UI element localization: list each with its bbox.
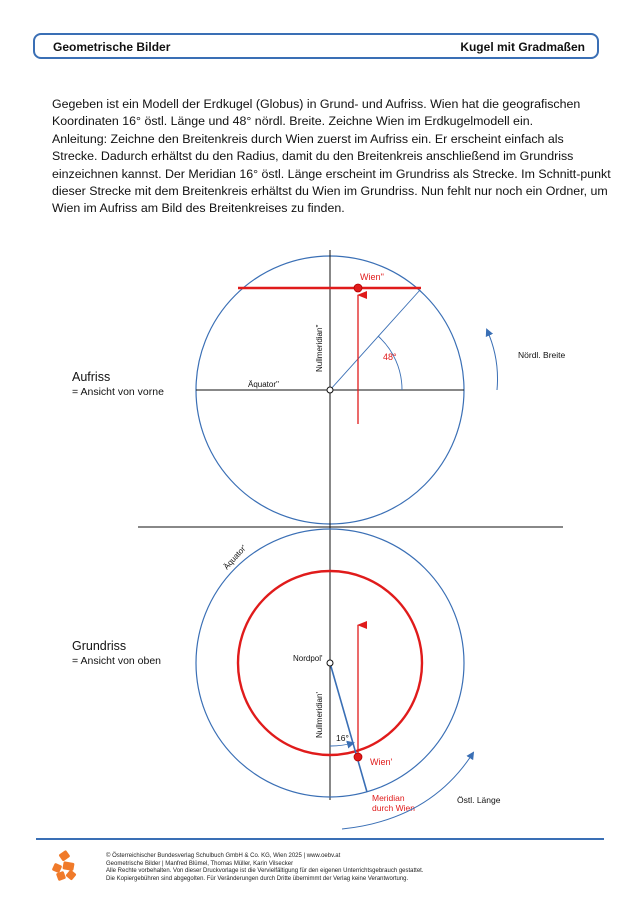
grundriss-vienna-label: Wien' — [370, 757, 393, 767]
aufriss-center-point — [327, 387, 333, 393]
grundriss-angle-label: 16° — [336, 733, 349, 743]
oebv-logo-icon — [52, 850, 77, 881]
aufriss-vienna-label: Wien'' — [360, 272, 384, 282]
grundriss-16-angle-arc — [330, 743, 353, 746]
header-title-right: Kugel mit Gradmaßen — [460, 40, 585, 54]
footer-text — [106, 853, 424, 883]
grundriss-equator-label: Äquator' — [221, 543, 249, 572]
aufriss-angle-label: 48° — [383, 352, 397, 362]
intro-instructions: Anleitung: Zeichne den Breitenkreis durch Wien zuerst im Aufriss ein. Er erscheint einfach als Strecke. Dadurch erhältst du den Radius, damit du den Breitenkreis anschließend im Grundriss einzeichnen kannst. Der Meridian 16° östl. Länge erscheint im Grundriss als Strecke. Im Schnitt-punkt dieser Strecke mit dem Breitenkreis erhältst du Wien im Grundriss. Nun fehlt nur noch ein Ordner, um Wien im Aufriss am Bild des Breitenkreises zu finden. — [52, 131, 611, 216]
intro-given: Gegeben ist ein Modell der Erdkugel (Globus) in Grund- und Aufriss. Wien hat die geografischen Koordinaten 16° östl. Länge und 48° nördl. Breite. Zeichne Wien im Erdkugelmodell ein. — [52, 97, 581, 129]
aufriss-equator-label: Äquator'' — [248, 380, 280, 389]
grundriss-meridian-vienna-label-1: Meridian — [372, 793, 405, 803]
footer-rights: Alle Rechte vorbehalten. Von dieser Druckvorlage ist die Vervielfältigung für den eigenen Unterrichtsgebrauch gestattet. — [106, 868, 424, 875]
aufriss-48-angle-arc — [378, 336, 402, 390]
footer-copyright: © Österreichischer Bundesverlag Schulbuch GmbH & Co. KG, Wien 2025 | www.oebv.at — [106, 853, 341, 859]
grundriss-meridian-vienna-label-2: durch Wien — [372, 803, 415, 813]
grundriss-title: Grundriss — [72, 639, 127, 653]
footer-authors: Geometrische Bilder | Manfred Blümel, Thomas Müller, Karin Vilsecker — [106, 860, 294, 867]
grundriss-vienna-point — [354, 753, 362, 761]
grundriss-longitude-label: Östl. Länge — [457, 795, 501, 805]
aufriss-vienna-point — [354, 284, 362, 292]
aufriss-title: Aufriss — [72, 370, 111, 384]
aufriss-subtitle: = Ansicht von vorne — [72, 386, 164, 398]
footer-fees: Die Kopiergebühren sind abgegolten. Für Veränderungen durch Dritte übernimmt der Verlag keine Verantwortung. — [106, 875, 409, 882]
footer-divider — [36, 838, 604, 840]
grundriss-pole-label: Nordpol' — [293, 654, 323, 663]
grundriss-meridian-label: Nullmeridian' — [315, 692, 324, 738]
header-title-left: Geometrische Bilder — [53, 40, 171, 54]
grundriss-subtitle: = Ansicht von oben — [72, 655, 162, 667]
latitude-direction-arrow — [487, 330, 497, 390]
aufriss-latitude-label: Nördl. Breite — [518, 350, 566, 360]
longitude-direction-arrow — [342, 753, 473, 829]
grundriss-north-pole-point — [327, 660, 333, 666]
aufriss-radius-48-line — [330, 290, 420, 390]
grundriss-meridian-vienna-line — [330, 663, 367, 792]
aufriss-meridian-label: Nullmeridian'' — [315, 324, 324, 372]
